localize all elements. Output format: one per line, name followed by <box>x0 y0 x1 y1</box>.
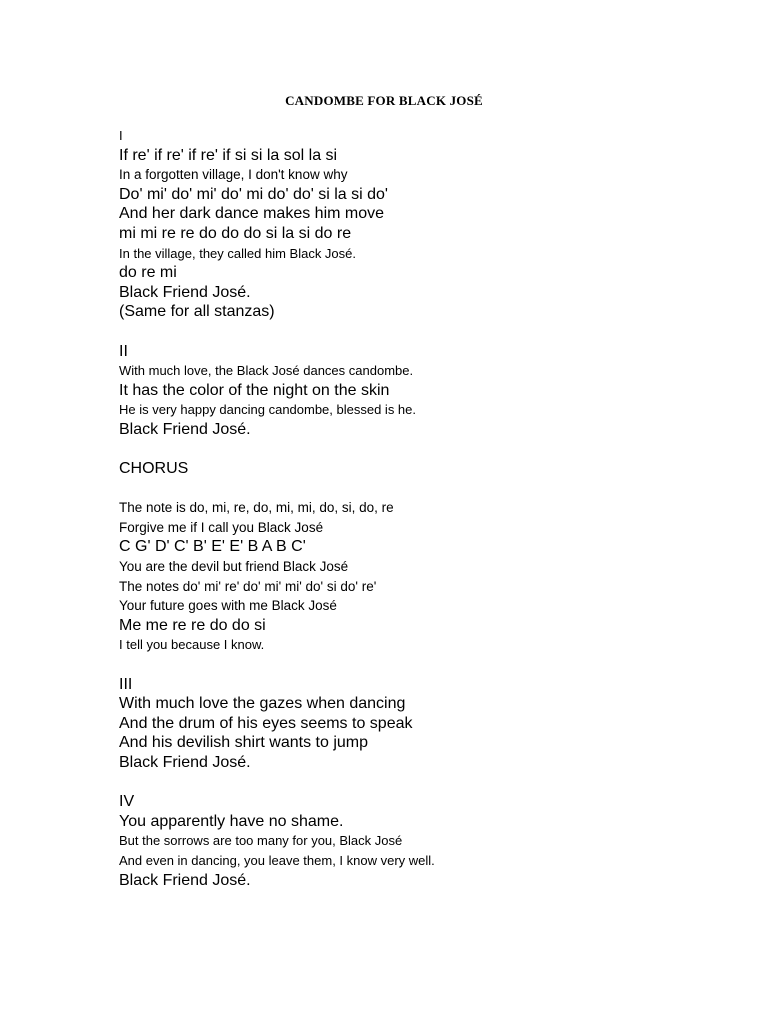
stanza-heading: III <box>119 675 133 693</box>
lyric-line: Black Friend José. <box>119 754 251 771</box>
spacer <box>119 440 739 460</box>
lyric-line: He is very happy dancing candombe, blessed is he. <box>119 402 417 418</box>
lyric-line: Black Friend José. <box>119 420 251 438</box>
chorus-heading: CHORUS <box>119 460 189 478</box>
lyric-line: In the village, they called him Black José. <box>119 245 357 261</box>
lyric-line: Do' mi' do' mi' do' mi do' do' si la si do' <box>119 185 388 203</box>
lyric-line: And his devilish shirt wants to jump <box>119 734 368 752</box>
lyric-line: Black Friend José. <box>119 283 251 301</box>
lyric-line: The notes do' mi' re' do' mi' mi' do' si do' re' <box>119 578 377 594</box>
lyric-line: Me me re re do do si <box>119 616 266 634</box>
stanza-4 <box>119 792 739 890</box>
lyric-line: But the sorrows are too many for you, Black José <box>119 833 403 849</box>
lyric-line: If re' if re' if re' if si si la sol la si <box>119 146 338 164</box>
lyric-line: I tell you because I know. <box>119 637 265 653</box>
lyric-line: C G' D' C' B' E' E' B A B C' <box>119 538 306 556</box>
lyric-line: It has the color of the night on the skin <box>119 381 390 399</box>
stanza-heading: II <box>119 342 128 360</box>
stanza-2 <box>119 342 739 440</box>
stanza-heading: IV <box>119 793 135 811</box>
lyric-line: Forgive me if I call you Black José <box>119 519 324 535</box>
stanza-3 <box>119 675 739 773</box>
stanza-1 <box>119 126 739 322</box>
lyrics-body <box>119 126 739 890</box>
lyric-line: And the drum of his eyes seems to speak <box>119 714 413 732</box>
spacer <box>119 322 739 342</box>
lyric-line: The note is do, mi, re, do, mi, mi, do, si, do, re <box>119 500 394 516</box>
lyric-line: (Same for all stanzas) <box>119 303 275 321</box>
lyric-line: With much love, the Black José dances candombe. <box>119 363 414 379</box>
lyric-line: And her dark dance makes him move <box>119 205 385 223</box>
lyric-line: With much love the gazes when dancing <box>119 695 406 713</box>
lyric-line: And even in dancing, you leave them, I know very well. <box>119 852 435 868</box>
lyric-line: In a forgotten village, I don't know why <box>119 167 348 183</box>
lyric-line: mi mi re re do do do si la si do re <box>119 224 352 242</box>
document-title: CANDOMBE FOR BLACK JOSÉ <box>285 93 483 108</box>
lyric-line: do re mi <box>119 264 177 282</box>
lyric-line: You apparently have no shame. <box>119 812 344 830</box>
spacer <box>119 655 739 675</box>
spacer <box>119 773 739 793</box>
lyric-line: Black Friend José. <box>119 871 251 889</box>
spacer <box>119 479 739 499</box>
stanza-heading: I <box>119 128 123 143</box>
lyric-line: Your future goes with me Black José <box>119 598 337 614</box>
chorus <box>119 459 739 655</box>
lyric-line: You are the devil but friend Black José <box>119 559 349 575</box>
